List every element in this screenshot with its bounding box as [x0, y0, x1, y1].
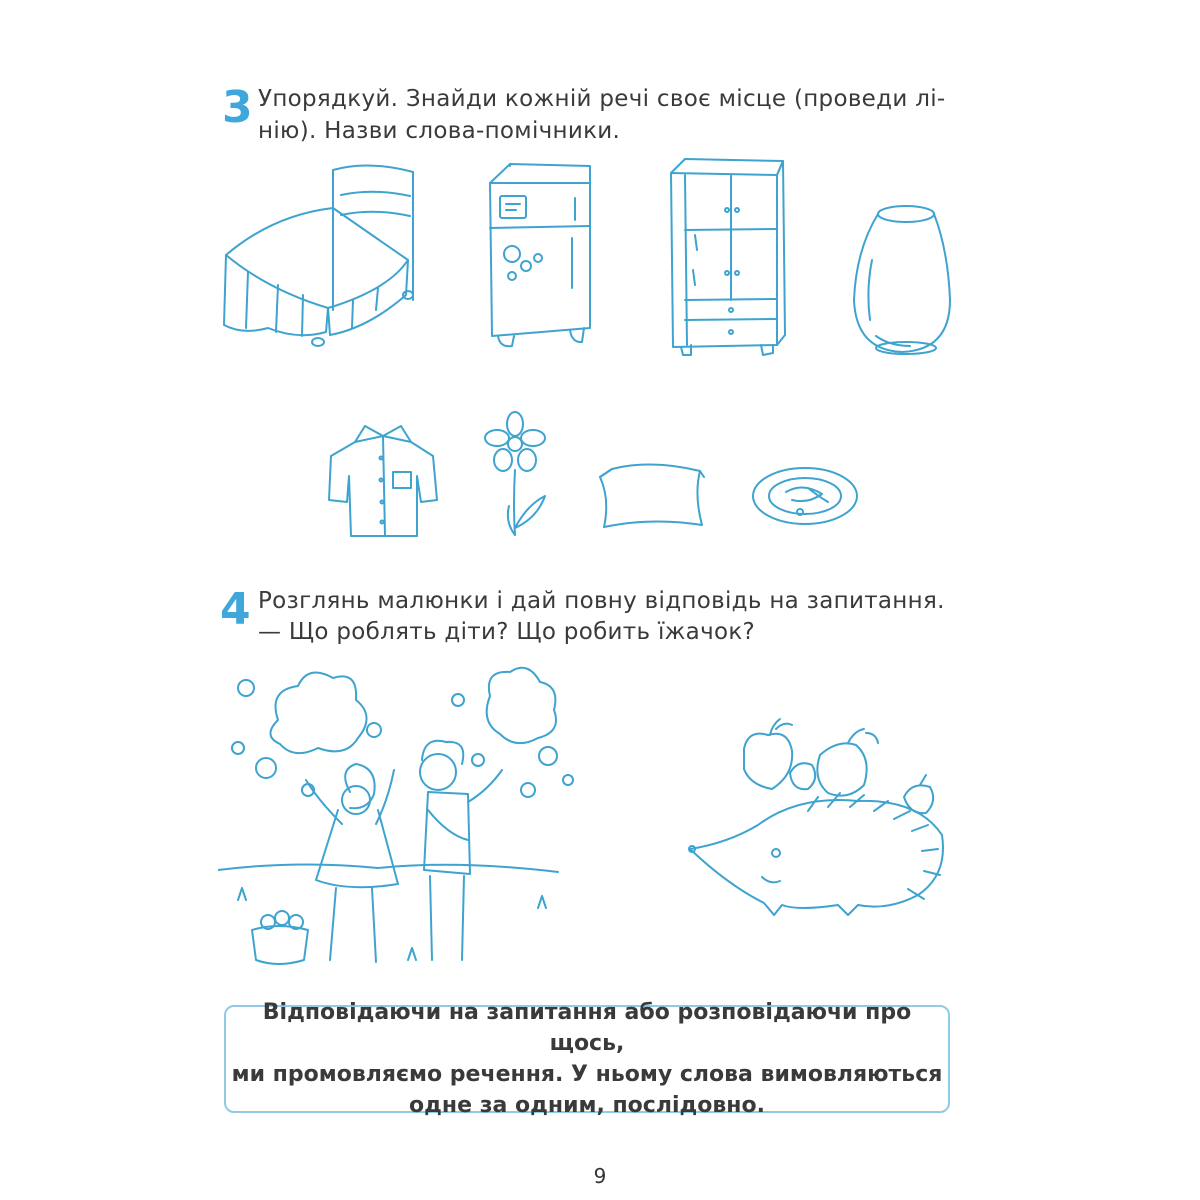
rule-line-3: одне за одним, послідовно. [409, 1093, 765, 1118]
page-number: 9 [593, 1164, 607, 1188]
task-4-number: 4 [220, 584, 251, 635]
task-3-line-1: Упорядкуй. Знайди кожній речі своє місце (проведи лі- [258, 86, 946, 112]
rule-box [224, 1000, 950, 1118]
task-4-line-1: Розглянь малюнки і дай повну відповідь на запитання. [258, 588, 945, 614]
task-4-line-2: — Що роблять діти? Що робить їжачок? [258, 619, 756, 645]
children-bubbles-illustration [218, 660, 578, 978]
rule-line-1: Відповідаючи на запитання або розповідаючи про щось, [262, 1000, 912, 1056]
task-3-number: 3 [222, 82, 253, 133]
vase-illustration [846, 200, 958, 360]
rule-line-2: ми промовляємо речення. У ньому слова вимовляються [231, 1062, 943, 1087]
hedgehog-illustration [688, 715, 956, 925]
shirt-illustration [325, 418, 440, 543]
bed-illustration [218, 160, 423, 355]
fridge-illustration [480, 158, 605, 358]
task-3-line-2: нію). Назви слова-помічники. [258, 118, 621, 144]
wardrobe-illustration [665, 155, 793, 360]
flower-illustration [475, 410, 555, 545]
pillow-illustration [592, 455, 712, 535]
plate-illustration [748, 462, 863, 530]
